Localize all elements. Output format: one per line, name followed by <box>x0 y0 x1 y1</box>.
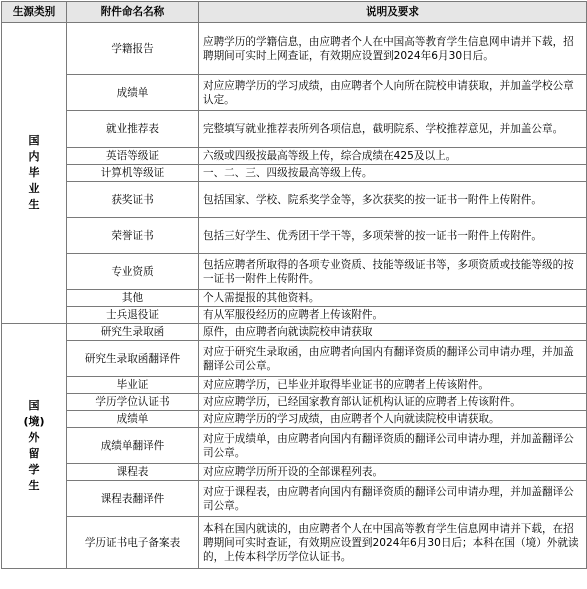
attachment-name: 课程表翻译件 <box>67 481 199 517</box>
table-row <box>2 324 587 341</box>
attachment-description: 包括应聘者所取得的各项专业资质、技能等级证书等，多项资质或技能等级的按一证书一附件上传附件。 <box>199 254 587 290</box>
attachment-description: 有从军服役经历的应聘者上传该附件。 <box>199 307 587 324</box>
attachment-name: 就业推荐表 <box>67 111 199 148</box>
attachment-name: 学历学位认证书 <box>67 394 199 411</box>
attachment-name: 学历证书电子备案表 <box>67 517 199 569</box>
attachment-description: 对应应聘学历，已经国家教育部认证机构认证的应聘者上传该附件。 <box>199 394 587 411</box>
header-attachment-name: 附件命名名称 <box>67 2 199 23</box>
table-row <box>2 148 587 165</box>
category-overseas-students: 国 (境) 外 留 学 生 <box>2 324 67 569</box>
attachment-name: 课程表 <box>67 464 199 481</box>
attachment-name: 荣誉证书 <box>67 218 199 254</box>
attachment-name: 专业资质 <box>67 254 199 290</box>
table-row <box>2 394 587 411</box>
attachment-description: 六级或四级按最高等级上传，综合成绩在425及以上。 <box>199 148 587 165</box>
attachment-name: 其他 <box>67 290 199 307</box>
table-row <box>2 481 587 517</box>
attachment-description: 对应应聘学历的学习成绩，由应聘者个人向所在院校申请获取，并加盖学校公章认定。 <box>199 75 587 111</box>
attachment-name: 士兵退役证 <box>67 307 199 324</box>
attachment-description: 对应于研究生录取函，由应聘者向国内有翻译资质的翻译公司申请办理，并加盖翻译公司公章。 <box>199 341 587 377</box>
attachment-description: 个人需提报的其他资料。 <box>199 290 587 307</box>
header-row <box>2 2 587 23</box>
table-row <box>2 307 587 324</box>
attachment-name: 获奖证书 <box>67 182 199 218</box>
attachment-name: 英语等级证 <box>67 148 199 165</box>
attachment-name: 成绩单翻译件 <box>67 428 199 464</box>
attachment-name: 学籍报告 <box>67 23 199 75</box>
table-row <box>2 428 587 464</box>
attachment-description: 对应于成绩单，由应聘者向国内有翻译资质的翻译公司申请办理，并加盖翻译公司公章。 <box>199 428 587 464</box>
table-row <box>2 111 587 148</box>
table-row <box>2 377 587 394</box>
attachment-description: 对应于课程表，由应聘者向国内有翻译资质的翻译公司申请办理，并加盖翻译公司公章。 <box>199 481 587 517</box>
attachment-requirements-table <box>1 1 587 569</box>
table-row <box>2 254 587 290</box>
table-row <box>2 165 587 182</box>
header-description: 说明及要求 <box>199 2 587 23</box>
attachment-name: 计算机等级证 <box>67 165 199 182</box>
attachment-name: 研究生录取函翻译件 <box>67 341 199 377</box>
attachment-description: 包括三好学生、优秀团干学干等，多项荣誉的按一证书一附件上传附件。 <box>199 218 587 254</box>
table-row <box>2 411 587 428</box>
attachment-description: 原件，由应聘者向就读院校申请获取 <box>199 324 587 341</box>
attachment-name: 研究生录取函 <box>67 324 199 341</box>
table-row <box>2 218 587 254</box>
header-category: 生源类别 <box>2 2 67 23</box>
attachment-description: 一、二、三、四级按最高等级上传。 <box>199 165 587 182</box>
table-row <box>2 517 587 569</box>
attachment-name: 成绩单 <box>67 411 199 428</box>
table-row <box>2 75 587 111</box>
attachment-description: 应聘学历的学籍信息，由应聘者个人在中国高等教育学生信息网申请并下载，招聘期间可实时上网查证，有效期应设置到2024年6月30日后。 <box>199 23 587 75</box>
attachment-name: 毕业证 <box>67 377 199 394</box>
table-row <box>2 464 587 481</box>
table-row <box>2 290 587 307</box>
attachment-description: 对应应聘学历所开设的全部课程列表。 <box>199 464 587 481</box>
table-row <box>2 341 587 377</box>
table-row <box>2 23 587 75</box>
category-domestic-graduates: 国 内 毕 业 生 <box>2 23 67 324</box>
attachment-description: 本科在国内就读的，由应聘者个人在中国高等教育学生信息网申请并下载，在招聘期间可实时查证，有效期应设置到2024年6月30日后；本科在国（境）外就读的，上传本科学历学位认证书。 <box>199 517 587 569</box>
attachment-description: 包括国家、学校、院系奖学金等，多次获奖的按一证书一附件上传附件。 <box>199 182 587 218</box>
attachment-description: 完整填写就业推荐表所列各项信息，截明院系、学校推荐意见，并加盖公章。 <box>199 111 587 148</box>
attachment-name: 成绩单 <box>67 75 199 111</box>
attachment-description: 对应应聘学历，已毕业并取得毕业证书的应聘者上传该附件。 <box>199 377 587 394</box>
table-row <box>2 182 587 218</box>
attachment-description: 对应应聘学历的学习成绩，由应聘者个人向就读院校申请获取。 <box>199 411 587 428</box>
